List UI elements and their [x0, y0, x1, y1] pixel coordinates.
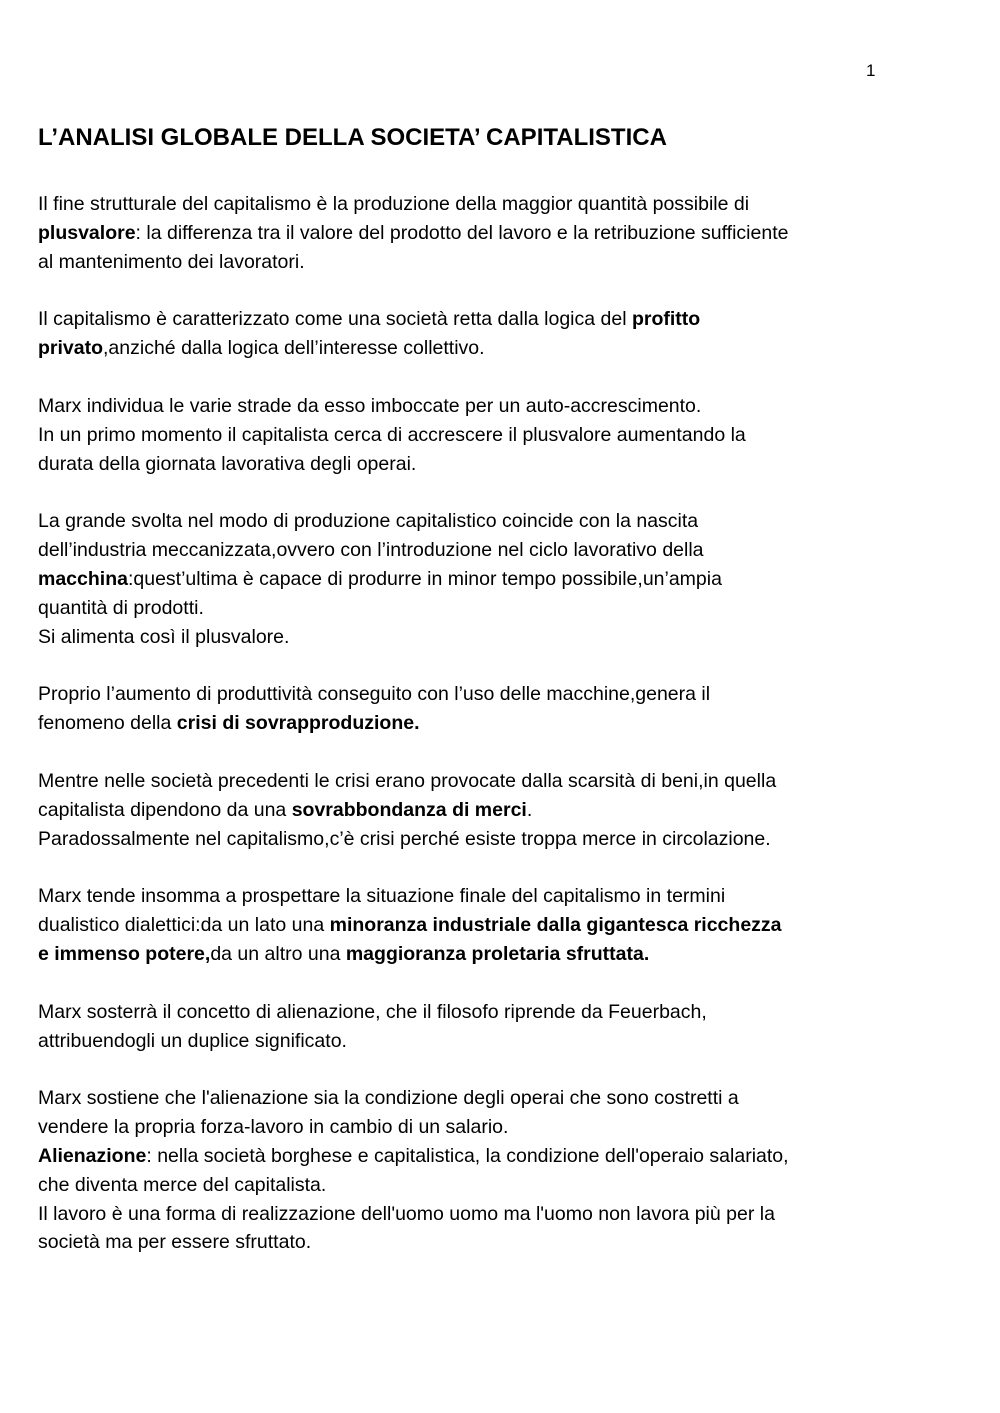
text-segment: dell’industria meccanizzata,ovvero con l’introduzione nel ciclo lavorativo della — [38, 539, 704, 562]
document-body — [38, 190, 898, 1286]
text-segment: attribuendogli un duplice significato. — [38, 1029, 347, 1052]
paragraph — [38, 998, 898, 1056]
text-line — [38, 1084, 898, 1113]
text-segment: Marx sosterrà il concetto di alienazione, che il filosofo riprende da Feuerbach, — [38, 1000, 707, 1023]
text-segment: . — [526, 798, 533, 821]
paragraph — [38, 767, 898, 853]
bold-text: Alienazione — [38, 1144, 147, 1167]
paragraph — [38, 1084, 898, 1257]
paragraph — [38, 190, 898, 276]
text-line — [38, 450, 898, 479]
text-segment: capitalista dipendono da una — [38, 798, 292, 821]
paragraph — [38, 680, 898, 738]
text-line — [38, 219, 898, 248]
text-segment: al mantenimento dei lavoratori. — [38, 250, 305, 273]
bold-text: profitto — [631, 308, 701, 331]
text-segment: società ma per essere sfruttato. — [38, 1231, 312, 1254]
text-segment: Marx tende insomma a prospettare la situazione finale del capitalismo in termini — [38, 885, 726, 908]
text-line — [38, 1113, 898, 1142]
text-line — [38, 940, 898, 969]
text-line — [38, 623, 898, 652]
paragraph — [38, 507, 898, 651]
text-segment: Proprio l’aumento di produttività conseguito con l’uso delle macchine,genera il — [38, 683, 711, 706]
text-line — [38, 998, 898, 1027]
text-line — [38, 248, 898, 277]
text-segment: Mentre nelle società precedenti le crisi erano provocate dalla scarsità di beni,in quella — [38, 769, 777, 792]
bold-text: plusvalore — [38, 221, 136, 244]
text-segment: vendere la propria forza-lavoro in cambio di un salario. — [38, 1116, 509, 1139]
text-line — [38, 594, 898, 623]
text-line — [38, 421, 898, 450]
text-line — [38, 709, 898, 738]
text-segment: Si alimenta così il plusvalore. — [38, 625, 290, 648]
bold-text: maggioranza proletaria sfruttata. — [345, 942, 650, 965]
text-line — [38, 305, 898, 334]
text-segment: da un altro una — [210, 942, 346, 965]
text-line — [38, 1171, 898, 1200]
text-line — [38, 1228, 898, 1257]
text-segment: Il capitalismo è caratterizzato come una società retta dalla logica del — [38, 308, 632, 331]
text-line — [38, 334, 898, 363]
paragraph — [38, 392, 898, 478]
bold-text: minoranza industriale dalla gigantesca ricchezza — [329, 914, 782, 937]
text-line — [38, 882, 898, 911]
text-segment: che diventa merce del capitalista. — [38, 1173, 327, 1196]
bold-text: sovrabbondanza di merci — [291, 798, 527, 821]
text-line — [38, 796, 898, 825]
text-line — [38, 190, 898, 219]
text-line — [38, 536, 898, 565]
text-segment: Il fine strutturale del capitalismo è la produzione della maggior quantità possibile di — [38, 193, 750, 215]
page-number: 1 — [866, 61, 876, 80]
text-segment: : la differenza tra il valore del prodotto del lavoro e la retribuzione sufficiente — [135, 221, 789, 244]
text-line — [38, 1142, 898, 1171]
text-segment: Marx individua le varie strade da esso imboccate per un auto-accrescimento. — [38, 394, 702, 417]
text-segment: durata della giornata lavorativa degli operai. — [38, 452, 417, 475]
text-segment: ,anziché dalla logica dell’interesse collettivo. — [103, 337, 485, 360]
text-segment: Il lavoro è una forma di realizzazione dell'uomo uomo ma l'uomo non lavora più per la — [38, 1202, 775, 1225]
text-segment: : nella società borghese e capitalistica, la condizione dell'operaio salariato, — [146, 1144, 789, 1167]
text-segment: Marx sostiene che l'alienazione sia la condizione degli operai che sono costretti a — [38, 1087, 739, 1110]
text-segment: dualistico dialettici:da un lato una — [38, 914, 330, 937]
text-line — [38, 825, 898, 854]
text-segment: In un primo momento il capitalista cerca di accrescere il plusvalore aumentando la — [38, 423, 746, 446]
text-line — [38, 1200, 898, 1229]
text-segment: :quest’ultima è capace di produrre in minor tempo possibile,un’ampia — [127, 567, 722, 590]
text-segment: fenomeno della — [38, 712, 177, 735]
text-segment: quantità di prodotti. — [38, 596, 204, 619]
text-segment: Paradossalmente nel capitalismo,c’è crisi perché esiste troppa merce in circolazione. — [38, 827, 771, 850]
paragraph — [38, 882, 898, 968]
paragraph — [38, 305, 898, 363]
text-line — [38, 392, 898, 421]
text-line — [38, 507, 898, 536]
text-line — [38, 680, 898, 709]
text-line — [38, 911, 898, 940]
bold-text: crisi di sovrapproduzione. — [176, 712, 420, 735]
document-title: L’ANALISI GLOBALE DELLA SOCIETA’ CAPITALISTICA — [38, 124, 667, 151]
text-line — [38, 1027, 898, 1056]
bold-text: e immenso potere, — [38, 942, 211, 965]
text-line — [38, 767, 898, 796]
bold-text: privato — [38, 337, 104, 360]
text-segment: La grande svolta nel modo di produzione capitalistico coincide con la nascita — [38, 510, 699, 533]
bold-text: macchina — [38, 567, 128, 590]
text-line — [38, 565, 898, 594]
